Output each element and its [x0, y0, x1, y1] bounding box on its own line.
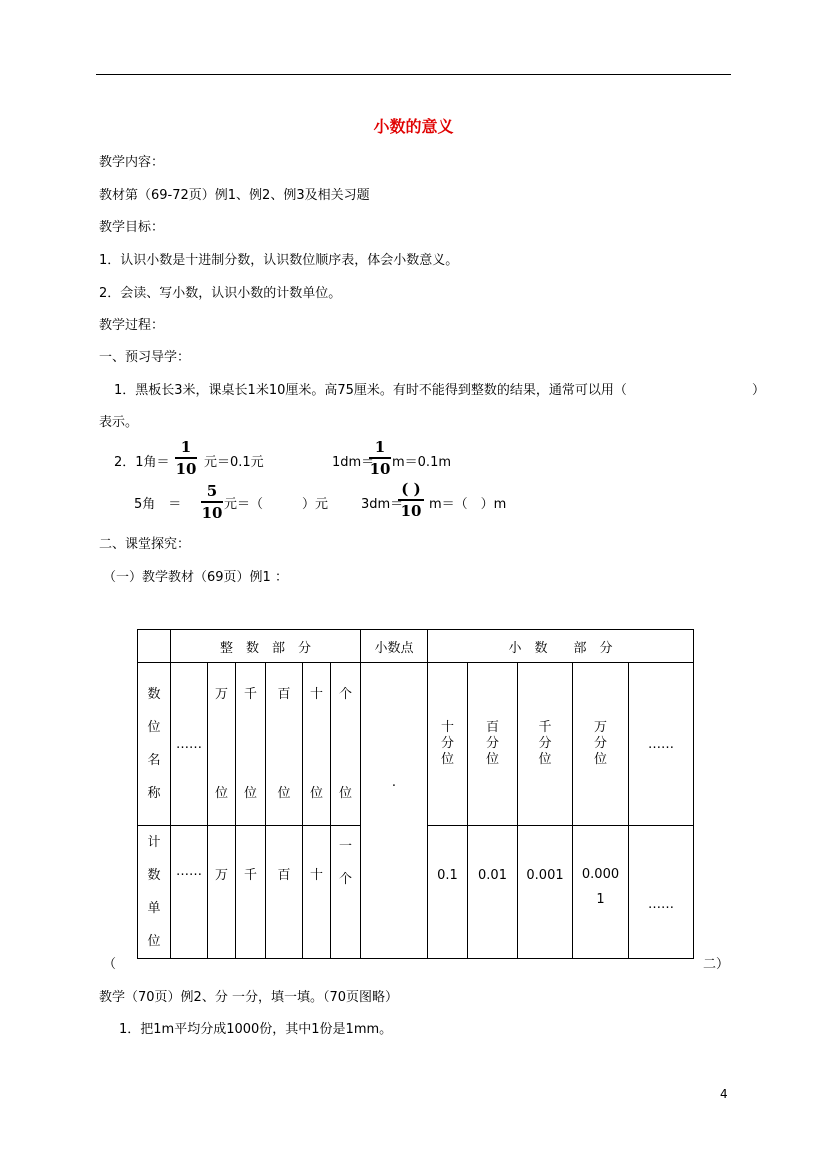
- place-char: 千: [538, 720, 552, 735]
- label-char: 称: [147, 786, 161, 801]
- place-char: 分: [440, 736, 454, 751]
- equation-text: m＝（ ）m: [429, 497, 507, 512]
- unit-text: 千: [243, 868, 257, 883]
- place-char: 千: [243, 687, 257, 702]
- fraction-denominator: 10: [175, 460, 197, 478]
- unit-text: 万: [214, 868, 228, 883]
- place-wan: [208, 663, 236, 826]
- header-corner: [138, 630, 171, 663]
- text-line: （一）教学教材（69页）例1 ：: [103, 570, 288, 585]
- place-thousandths: [518, 663, 573, 826]
- unit-text: 0.01: [478, 868, 507, 883]
- fraction-numerator: 1: [374, 438, 386, 456]
- ellipsis-cell: [171, 826, 208, 959]
- row-label-counting-unit: [138, 826, 171, 959]
- unit-tenths: [428, 826, 468, 959]
- label-char: 单: [147, 901, 161, 916]
- place-char: 位: [277, 786, 291, 801]
- text-line: （: [103, 957, 117, 972]
- place-char: 万: [593, 720, 607, 735]
- place-bai: [266, 663, 303, 826]
- fraction-bar: [369, 457, 391, 459]
- equation-text: 2．1角＝: [114, 455, 170, 470]
- equation-text: 元＝（ ）元: [224, 497, 329, 512]
- equation-text: 5角 ＝: [134, 497, 182, 512]
- unit-qian: [236, 826, 266, 959]
- place-char: 分: [593, 736, 607, 751]
- text-line: 二、课堂探究：: [99, 537, 191, 552]
- header-rule: [96, 74, 731, 75]
- unit-char: 一: [338, 839, 352, 854]
- text-line: 教学内容：: [99, 155, 165, 170]
- fraction-denominator: 10: [400, 502, 422, 520]
- place-ten-thousandths: [573, 663, 629, 826]
- unit-text: 0.001: [526, 868, 564, 883]
- place-qian: [236, 663, 266, 826]
- place-char: 分: [485, 736, 499, 751]
- equation-text: 元＝0.1元: [204, 455, 264, 470]
- label-char: 位: [147, 720, 161, 735]
- page-number: 4: [720, 1087, 728, 1101]
- equation-text: m＝0.1m: [392, 455, 452, 470]
- fraction-denominator: 10: [201, 504, 223, 522]
- text-line: ）: [752, 383, 766, 398]
- decimal-point: .: [391, 775, 397, 790]
- label-char: 名: [147, 753, 161, 768]
- text-line: 1．认识小数是十进制分数，认识数位顺序表，体会小数意义。: [99, 253, 459, 268]
- place-char: 位: [214, 786, 228, 801]
- unit-ten-thousandths: [573, 826, 629, 959]
- place-value-table: [137, 629, 694, 959]
- unit-char: 个: [338, 872, 352, 887]
- label-char: 计: [147, 835, 161, 850]
- equation-text: 1dm＝: [332, 455, 375, 470]
- unit-one: [331, 826, 361, 959]
- fraction-denominator: 10: [369, 460, 391, 478]
- ellipsis-cell: [171, 663, 208, 826]
- fraction-numerator: 1: [180, 438, 192, 456]
- place-char: 百: [485, 720, 499, 735]
- fraction: [201, 482, 223, 522]
- text-line: 一、预习导学：: [99, 350, 191, 365]
- equation-text: 3dm＝: [361, 497, 404, 512]
- fraction-numerator: 5: [206, 482, 218, 500]
- unit-text: 0.000: [581, 867, 620, 882]
- place-hundredths: [468, 663, 518, 826]
- unit-bai: [266, 826, 303, 959]
- text-line: 教学过程：: [99, 318, 165, 333]
- label-char: 数: [147, 868, 161, 883]
- place-char: 位: [243, 786, 257, 801]
- decimal-point-cell: [361, 663, 428, 959]
- decimal-part-header: 小 数 部 分: [428, 630, 694, 663]
- text-line: 教学目标：: [99, 220, 165, 235]
- unit-text: 百: [277, 868, 291, 883]
- place-char: 分: [538, 736, 552, 751]
- ellipsis: ……: [176, 736, 202, 752]
- fraction: [369, 438, 391, 478]
- ellipsis: ……: [648, 897, 674, 912]
- text-line: 2．会读、写小数，认识小数的计数单位。: [99, 286, 342, 301]
- place-char: 位: [338, 786, 352, 801]
- text-line: 1．黑板长3米，课桌长1米10厘米。高75厘米。有时不能得到整数的结果，通常可以用（: [114, 383, 627, 398]
- label-char: 数: [147, 687, 161, 702]
- unit-text: 1: [596, 892, 605, 907]
- text-line: 1．把1m平均分成1000份，其中1份是1mm。: [119, 1022, 393, 1037]
- text-line: 二）: [703, 957, 730, 972]
- text-line: 教材第（69-72页）例1、例2、例3及相关习题: [99, 188, 370, 203]
- fraction-bar: [175, 457, 197, 459]
- unit-wan: [208, 826, 236, 959]
- place-char: 十: [440, 720, 454, 735]
- row-label-place-name: [138, 663, 171, 826]
- fraction-bar: [398, 499, 424, 501]
- text-line: 表示。: [99, 415, 139, 430]
- place-char: 个: [338, 687, 352, 702]
- place-char: 位: [538, 752, 552, 767]
- unit-text: 十: [309, 868, 323, 883]
- ellipsis: ……: [648, 736, 674, 752]
- place-shi: [303, 663, 331, 826]
- unit-shi: [303, 826, 331, 959]
- place-char: 十: [309, 687, 323, 702]
- ellipsis: ……: [176, 864, 202, 879]
- label-char: 位: [147, 934, 161, 949]
- place-char: 位: [309, 786, 323, 801]
- place-char: 万: [214, 687, 228, 702]
- unit-thousandths: [518, 826, 573, 959]
- unit-text: 0.1: [437, 868, 458, 883]
- place-char: 位: [485, 752, 499, 767]
- place-char: 百: [277, 687, 291, 702]
- place-char: 位: [593, 752, 607, 767]
- place-ge: [331, 663, 361, 826]
- decimal-point-header: 小数点: [361, 630, 428, 663]
- unit-hundredths: [468, 826, 518, 959]
- fraction-bar: [201, 501, 223, 503]
- text-line: 教学（70页）例2、分 一分，填一填。（70页图略）: [99, 990, 398, 1005]
- ellipsis-cell: [629, 826, 694, 959]
- ellipsis-cell: [629, 663, 694, 826]
- place-char: 位: [440, 752, 454, 767]
- fraction-numerator: ( ): [401, 480, 421, 498]
- fraction: [175, 438, 197, 478]
- fraction: [398, 480, 424, 520]
- integer-part-header: 整 数 部 分: [171, 630, 361, 663]
- place-tenths: [428, 663, 468, 826]
- page-title: 小数的意义: [373, 117, 454, 136]
